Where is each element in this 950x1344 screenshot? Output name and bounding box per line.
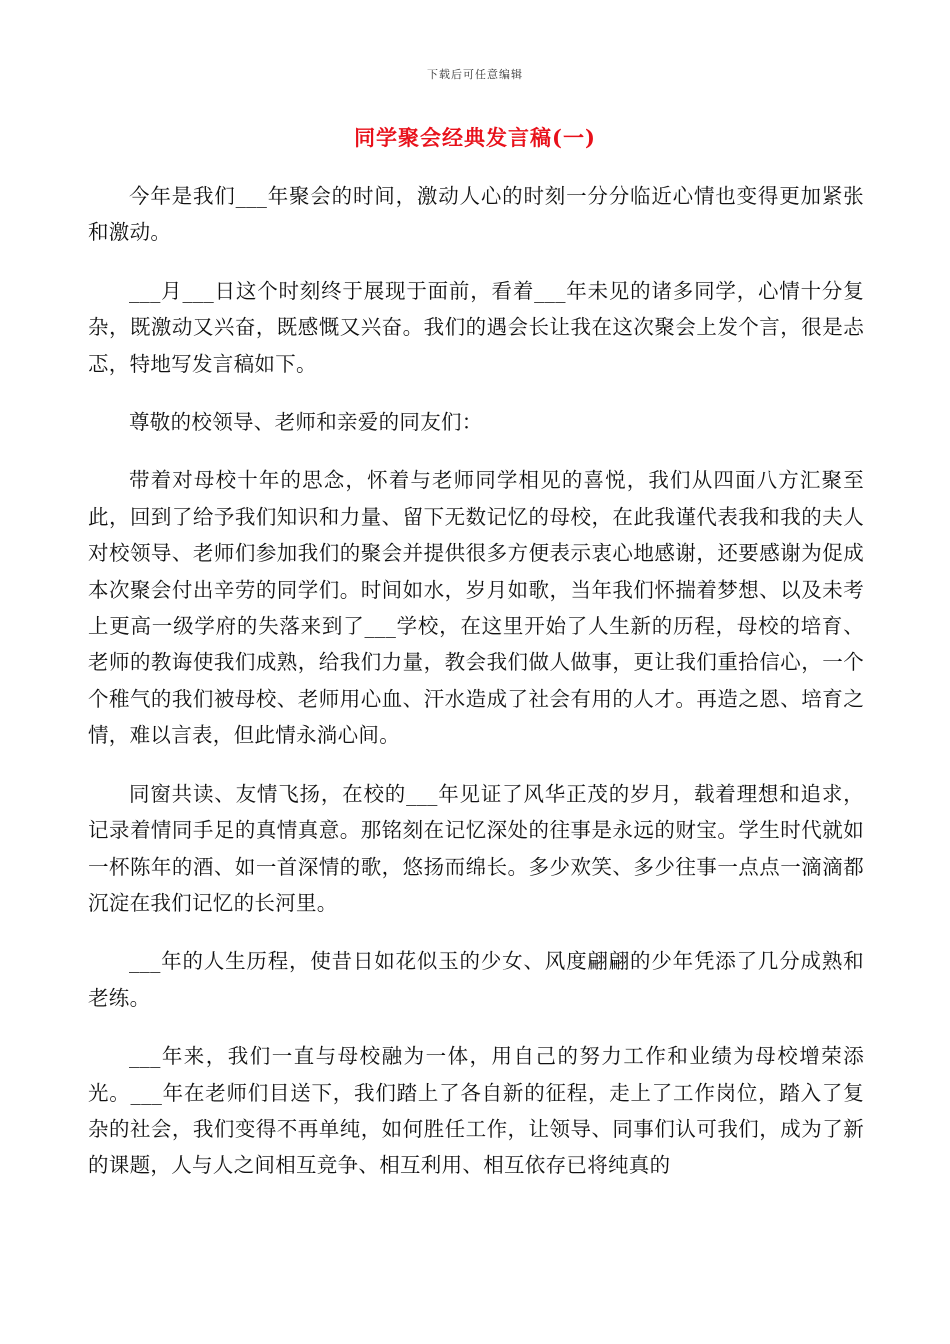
paragraph: 今年是我们___年聚会的时间，激动人心的时刻一分分临近心情也变得更加紧张和激动。 xyxy=(88,184,864,245)
document-title: 同学聚会经典发言稿(一) xyxy=(354,125,596,150)
header-note: 下载后可任意编辑 xyxy=(427,68,523,81)
document-body xyxy=(88,178,864,1206)
paragraph: 带着对母校十年的思念，怀着与老师同学相见的喜悦，我们从四面八方汇聚至此，回到了给予我们知识和力量、留下无数记忆的母校，在此我谨代表我和我的夫人对校领导、老师们参加我们的聚会并提供很多方便表示衷心地感谢，还要感谢为促成本次聚会付出辛劳的同学们。时间如水，岁月如歌，当年我们怀揣着梦想、以及未考上更高一级学府的失落来到了___学校，在这里开始了人生新的历程，母校的培育、老师的教诲使我们成熟，给我们力量，教会我们做人做事，更让我们重拾信心，一个个稚气的我们被母校、老师用心血、汗水造成了社会有用的人才。再造之恩、培育之情，难以言表，但此情永淌心间。 xyxy=(88,468,864,748)
paragraph: ___月___日这个时刻终于展现于面前，看着___年未见的诸多同学，心情十分复杂，既激动又兴奋，既感慨又兴奋。我们的遇会长让我在这次聚会上发个言，很是忐忑，特地写发言稿如下。 xyxy=(88,278,864,376)
paragraph: 尊敬的校领导、老师和亲爱的同友们： xyxy=(129,410,483,435)
paragraph: ___年的人生历程，使昔日如花似玉的少女、风度翩翩的少年凭添了几分成熟和老练。 xyxy=(88,949,864,1010)
paragraph: 同窗共读、友情飞扬，在校的___年见证了风华正茂的岁月，载着理想和追求，记录着情同手足的真情真意。那铭刻在记忆深处的往事是永远的财宝。学生时代就如一杯陈年的酒、如一首深情的歌，悠扬而绵长。多少欢笑、多少往事一点点一滴滴都沉淀在我们记忆的长河里。 xyxy=(88,781,864,915)
paragraph: ___年来，我们一直与母校融为一体，用自己的努力工作和业绩为母校增荣添光。___年在老师们目送下，我们踏上了各自新的征程，走上了工作岗位，踏入了复杂的社会，我们变得不再单纯，如何胜任工作，让领导、同事们认可我们，成为了新的课题，人与人之间相互竞争、相互利用、相互依存已将纯真的 xyxy=(88,1044,864,1178)
